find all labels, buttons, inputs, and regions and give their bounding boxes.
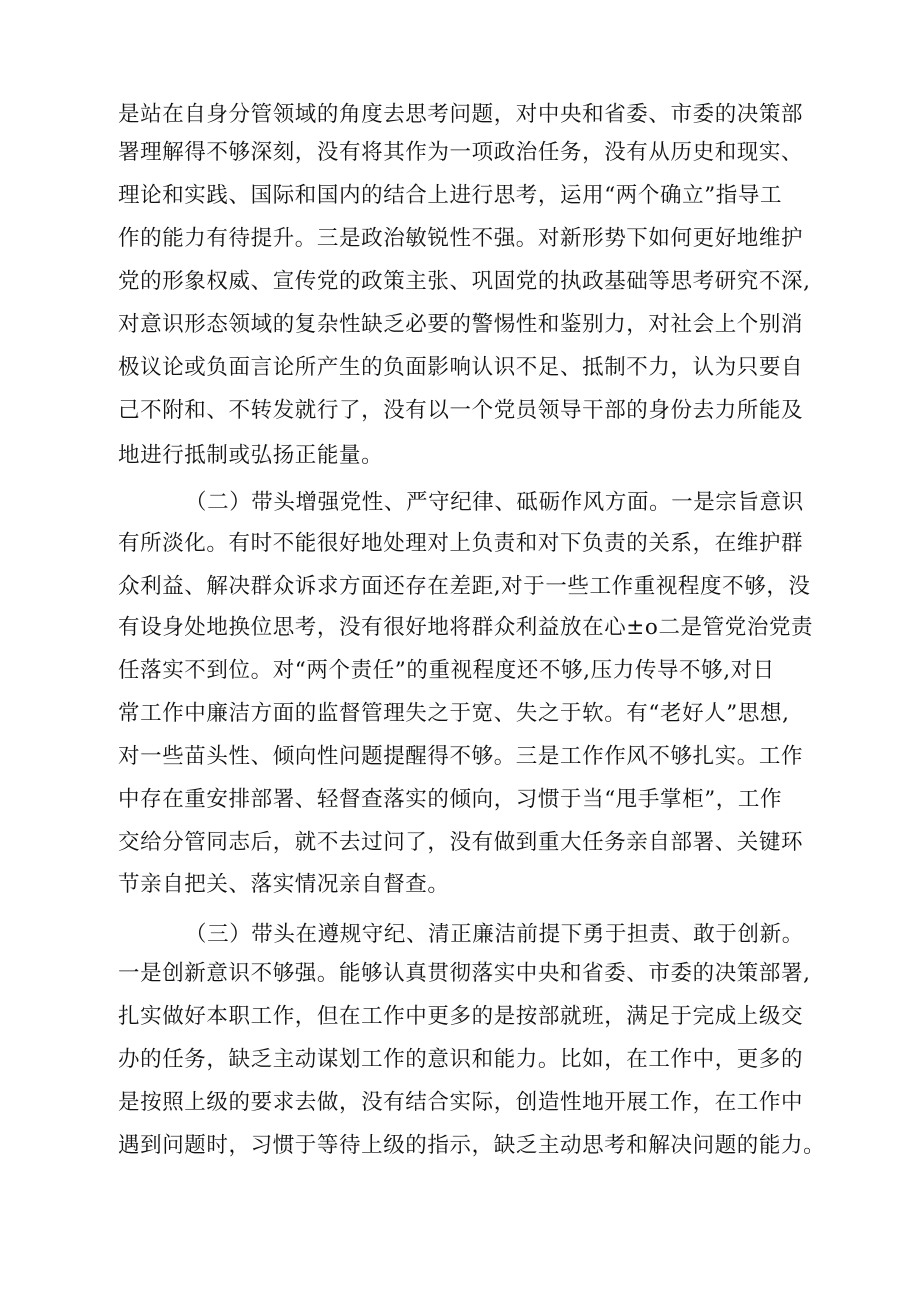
text-line: 扎实做好本职工作，但在工作中更多的是按部就班，满足于完成上级交 [118,1004,804,1029]
text-line: 理论和实践、国际和国内的结合上进行思考，运用“两个确立”指导工 [118,183,783,208]
text-line: 遇到问题时，习惯于等待上级的指示，缺乏主动思考和解决问题的能力。 [118,1133,826,1158]
section-heading-3: （三）带头在遵规守纪、清正廉洁前提下勇于担责、敢于创新。 [185,922,804,947]
text-line: 署理解得不够深刻，没有将其作为一项政治任务，没有从历史和现实、 [118,140,804,165]
text-line: 党的形象权威、宣传党的政策主张、巩固党的执政基础等思考研究不深, [118,269,811,294]
text-line: 办的任务，缺乏主动谋划工作的意识和能力。比如，在工作中，更多的 [118,1047,804,1072]
text-line: 是按照上级的要求去做，没有结合实际，创造性地开展工作，在工作中 [118,1090,804,1115]
section-heading-2: （二）带头增强党性、严守纪律、砥砺作风方面。一是宗旨意识 [185,490,804,515]
text-line: 对一些苗头性、倾向性问题提醒得不够。三是工作作风不够扎实。工作 [118,744,804,769]
text-line: 己不附和、不转发就行了，没有以一个党员领导干部的身份去力所能及 [118,398,804,423]
text-line: 有设身处地换位思考，没有很好地将群众利益放在心±o二是管党治党责 [118,615,814,640]
text-line: 是站在自身分管领域的角度去思考问题，对中央和省委、市委的决策部 [118,102,804,127]
text-line: 常工作中廉洁方面的监督管理失之于宽、失之于软。有“老好人”思想, [118,701,790,726]
text-line: 众利益、解决群众诉求方面还存在差距,对于一些工作重视程度不够，没 [118,574,811,599]
text-line: 一是创新意识不够强。能够认真贯彻落实中央和省委、市委的决策部署, [118,961,811,986]
text-line: 任落实不到位。对“两个责任”的重视程度还不够,压力传导不够,对日 [118,658,775,683]
text-line: 节亲自把关、落实情况亲自督查。 [118,872,450,897]
text-line: 交给分管同志后，就不去过问了，没有做到重大任务亲自部署、关键环 [118,830,804,855]
text-line: 地进行抵制或弘扬正能量。 [118,443,384,468]
text-line: 极议论或负面言论所产生的负面影响认识不足、抵制不力，认为只要自 [118,355,804,380]
text-line: 有所淡化。有时不能很好地处理对上负责和对下负责的关系，在维护群 [118,531,804,556]
text-line: 对意识形态领域的复杂性缺乏必要的警惕性和鉴别力，对社会上个别消 [118,312,804,337]
text-line: 作的能力有待提升。三是政治敏锐性不强。对新形势下如何更好地维护 [118,226,804,251]
text-line: 中存在重安排部署、轻督查落实的倾向，习惯于当“甩手掌柜”，工作 [118,787,783,812]
